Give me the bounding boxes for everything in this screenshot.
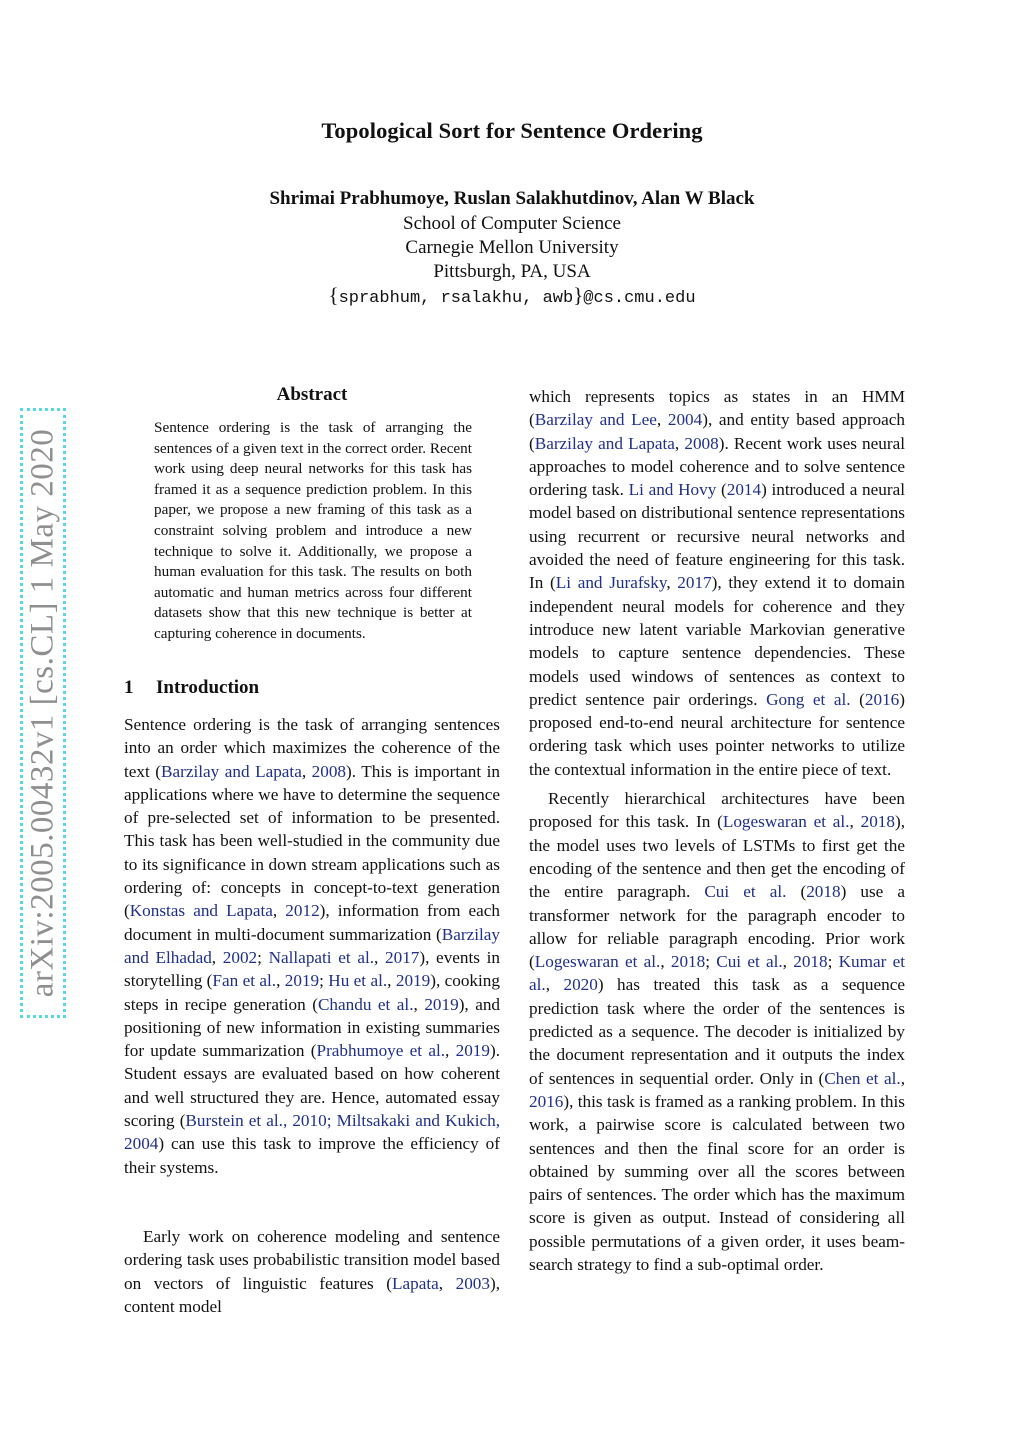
body-text: , bbox=[211, 947, 223, 967]
body-text: , bbox=[413, 994, 425, 1014]
intro-paragraph-1 bbox=[124, 713, 500, 1179]
body-text: ). Recent work uses neural approaches to model coherence and to solve sentence ordering task. bbox=[529, 433, 906, 500]
paragraph-text bbox=[529, 385, 905, 781]
body-text: ) has treated this task as a sequence prediction task where the order of the sentences is predicted as a sequence. The decoder is initialized by the document representation and it outputs the index of sentences in sequential order. Only in ( bbox=[529, 975, 906, 1088]
citation-link[interactable]: 2017 bbox=[677, 573, 712, 593]
affiliation-school: School of Computer Science bbox=[403, 213, 621, 234]
citation-link[interactable]: Konstas and Lapata bbox=[129, 901, 273, 921]
body-text: ) can use this task to improve the efficiency of their systems. bbox=[124, 1134, 500, 1177]
citation-link[interactable]: 2016 bbox=[529, 1091, 564, 1111]
email-users: sprabhum, rsalakhu, awb bbox=[338, 289, 574, 308]
body-text: ), this task is framed as a ranking problem. In this work, a pairwise score is calculated between two sentences and then the final score for an order is obtained by summing over all the scores between pairs of sentences. The order which has the maximum score is given as output. Instead of considering all possible permutations of a given order, it uses beam-search strategy to find a sub-optimal order. bbox=[529, 1091, 905, 1274]
email-brace-close: } bbox=[573, 283, 584, 307]
section-number: 1 bbox=[124, 677, 134, 698]
body-text: , bbox=[545, 975, 564, 995]
body-text: ), events in storytelling ( bbox=[124, 947, 501, 991]
citation-link[interactable]: 2019 bbox=[395, 971, 431, 991]
right-column bbox=[529, 385, 905, 1276]
citation-link[interactable]: Fan et al. bbox=[212, 971, 277, 991]
arxiv-stamp bbox=[20, 408, 66, 1018]
affiliation-location: Pittsburgh, PA, USA bbox=[433, 261, 591, 282]
citation-link[interactable]: Burstein et al., 2010; Miltsakaki and Kukich, 2004 bbox=[124, 1111, 500, 1154]
citation-link[interactable]: Prabhumoye et al. bbox=[316, 1041, 446, 1061]
citation-link[interactable]: Cui et al. bbox=[716, 952, 783, 972]
body-text: , bbox=[666, 573, 678, 593]
body-text: , bbox=[782, 952, 794, 972]
abstract-heading: Abstract bbox=[276, 384, 348, 405]
citation-link[interactable]: 2004 bbox=[667, 410, 703, 430]
citation-link[interactable]: 2020 bbox=[563, 975, 598, 995]
citation-link[interactable]: 2018 bbox=[860, 812, 895, 832]
body-text: ) introduced a neural model based on distributional sentence representations using recurrent or recursive neural networks and avoided the need of feature engineering for this task. In ( bbox=[529, 480, 905, 593]
body-text: Sentence ordering is the task of arranging sentences into an order which maximizes the coherence of the text ( bbox=[124, 715, 500, 781]
email-domain: @cs.cmu.edu bbox=[583, 289, 696, 308]
body-text: , bbox=[276, 971, 285, 991]
body-text: ). Student essays are evaluated based on how coherent and well structured they are. Hence, automated essay scoring ( bbox=[124, 1041, 500, 1131]
citation-link[interactable]: 2017 bbox=[385, 947, 420, 967]
body-text: ( bbox=[786, 882, 807, 902]
citation-link[interactable]: 2003 bbox=[455, 1273, 490, 1293]
body-text: , bbox=[301, 761, 312, 781]
body-text: , bbox=[438, 1273, 456, 1293]
citation-link[interactable]: Kumar et al. bbox=[529, 952, 905, 995]
body-text: , bbox=[387, 971, 396, 991]
citation-link[interactable]: Logeswaran et al. bbox=[534, 952, 661, 972]
citation-link[interactable]: 2014 bbox=[726, 480, 762, 500]
body-text: ; bbox=[319, 971, 329, 991]
citation-link[interactable]: 2019 bbox=[455, 1041, 490, 1061]
email-brace-open: { bbox=[328, 283, 339, 307]
paragraph-text bbox=[124, 713, 500, 1179]
citation-link[interactable]: Chen et al. bbox=[824, 1068, 901, 1088]
citation-link[interactable]: 2018 bbox=[793, 952, 828, 972]
body-text: , bbox=[849, 812, 861, 832]
citation-link[interactable]: Nallapati et al. bbox=[268, 947, 375, 967]
citation-link[interactable]: Barzilay and Lee bbox=[534, 410, 657, 430]
body-text: , bbox=[374, 947, 385, 967]
citation-link[interactable]: 2008 bbox=[684, 433, 719, 453]
body-text: ). This is important in applications where we have to determine the sequence of pre-selected set of information to be presented. This task has been well-studied in the community due to its significance in down stream applications such as ordering of: concepts in concept-to-text generation ( bbox=[124, 761, 500, 921]
citation-link[interactable]: Barzilay and Elhadad bbox=[124, 924, 500, 967]
intro-paragraph-3 bbox=[529, 787, 905, 1276]
body-text: ), and entity based approach ( bbox=[529, 410, 905, 453]
citation-link[interactable]: 2019 bbox=[424, 994, 459, 1014]
body-text: ), cooking steps in recipe generation ( bbox=[124, 971, 500, 1014]
body-text: , bbox=[900, 1068, 905, 1088]
body-text: ( bbox=[716, 480, 727, 500]
citation-link[interactable]: 2002 bbox=[222, 947, 258, 967]
citation-link[interactable]: Li and Jurafsky bbox=[555, 573, 667, 593]
citation-link[interactable]: Barzilay and Lapata bbox=[534, 433, 675, 453]
citation-link[interactable]: 2008 bbox=[311, 761, 347, 781]
abstract-body: Sentence ordering is the task of arranging the sentences of a given text in the correct order. Recent work using deep neural networks for this task has framed it as a sequence prediction problem. In this paper, we propose a new framing of this task as a constraint solving problem and introduce a new technique to solve it. Additionally, we propose a human evaluation for this task. The results on both automatic and human metrics across four different datasets show that this new technique is better at capturing coherence in documents. bbox=[154, 419, 472, 642]
body-text: , bbox=[272, 901, 286, 921]
body-text: ; bbox=[827, 952, 839, 972]
author-list: Shrimai Prabhumoye, Ruslan Salakhutdinov, Alan W Black bbox=[269, 188, 755, 209]
paragraph-text bbox=[124, 1225, 500, 1318]
author-emails bbox=[0, 283, 1024, 308]
citation-link[interactable]: Cui et al. bbox=[704, 882, 787, 902]
body-text: ) proposed end-to-end neural architecture for sentence ordering task which uses pointer networks to utilize the contextual information in the entire piece of text. bbox=[529, 689, 905, 779]
body-text: ), and positioning of new information in existing summaries for update summarization ( bbox=[124, 994, 501, 1061]
body-text: ), they extend it to domain independent neural models for coherence and they introduce new latent variable Markovian generative models to capture sentence dependencies. These models used windows of sentences as context to predict sentence pair orderings. bbox=[529, 573, 905, 709]
body-text: ) use a transformer network for the paragraph encoder to allow for reliable paragraph encoding. Prior work ( bbox=[529, 882, 905, 972]
arxiv-stamp-text: arXiv:2005.00432v1 [cs.CL] 1 May 2020 bbox=[24, 428, 61, 998]
intro-paragraph-2-start bbox=[124, 1225, 500, 1318]
citation-link[interactable]: 2012 bbox=[285, 901, 320, 921]
body-text: , bbox=[656, 410, 668, 430]
citation-link[interactable]: Hu et al. bbox=[328, 971, 388, 991]
body-text: , bbox=[660, 952, 671, 972]
body-text: , bbox=[445, 1041, 456, 1061]
citation-link[interactable]: Gong et al. bbox=[766, 689, 851, 709]
paper-title: Topological Sort for Sentence Ordering bbox=[321, 118, 703, 143]
citation-link[interactable]: Logeswaran et al. bbox=[722, 812, 850, 832]
citation-link[interactable]: 2018 bbox=[670, 952, 706, 972]
citation-link[interactable]: Lapata bbox=[391, 1273, 439, 1293]
body-text: ), content model bbox=[124, 1273, 501, 1316]
citation-link[interactable]: Barzilay and Lapata bbox=[161, 761, 302, 781]
section-heading-introduction bbox=[124, 677, 259, 699]
body-text: Early work on coherence modeling and sentence ordering task uses probabilistic transition model based on vectors of linguistic features ( bbox=[124, 1227, 500, 1293]
citation-link[interactable]: Chandu et al. bbox=[317, 994, 414, 1014]
body-text: ( bbox=[850, 689, 865, 709]
body-text: ), the model uses two levels of LSTMs to first get the encoding of the sentence and then get the encoding of the entire paragraph. bbox=[529, 812, 905, 902]
body-text: ; bbox=[257, 947, 269, 967]
body-text: ; bbox=[705, 952, 717, 972]
body-text: which represents topics as states in an HMM ( bbox=[529, 387, 905, 430]
affiliation-university: Carnegie Mellon University bbox=[405, 237, 619, 258]
body-text: ), information from each document in multi-document summarization ( bbox=[124, 901, 501, 944]
section-title: Introduction bbox=[156, 677, 260, 698]
body-text: , bbox=[674, 433, 685, 453]
citation-link[interactable]: Li and Hovy bbox=[628, 480, 717, 500]
citation-link[interactable]: 2018 bbox=[806, 882, 841, 902]
citation-link[interactable]: 2019 bbox=[284, 971, 320, 991]
body-text: Recently hierarchical architectures have been proposed for this task. In ( bbox=[529, 789, 905, 832]
citation-link[interactable]: 2016 bbox=[864, 689, 900, 709]
